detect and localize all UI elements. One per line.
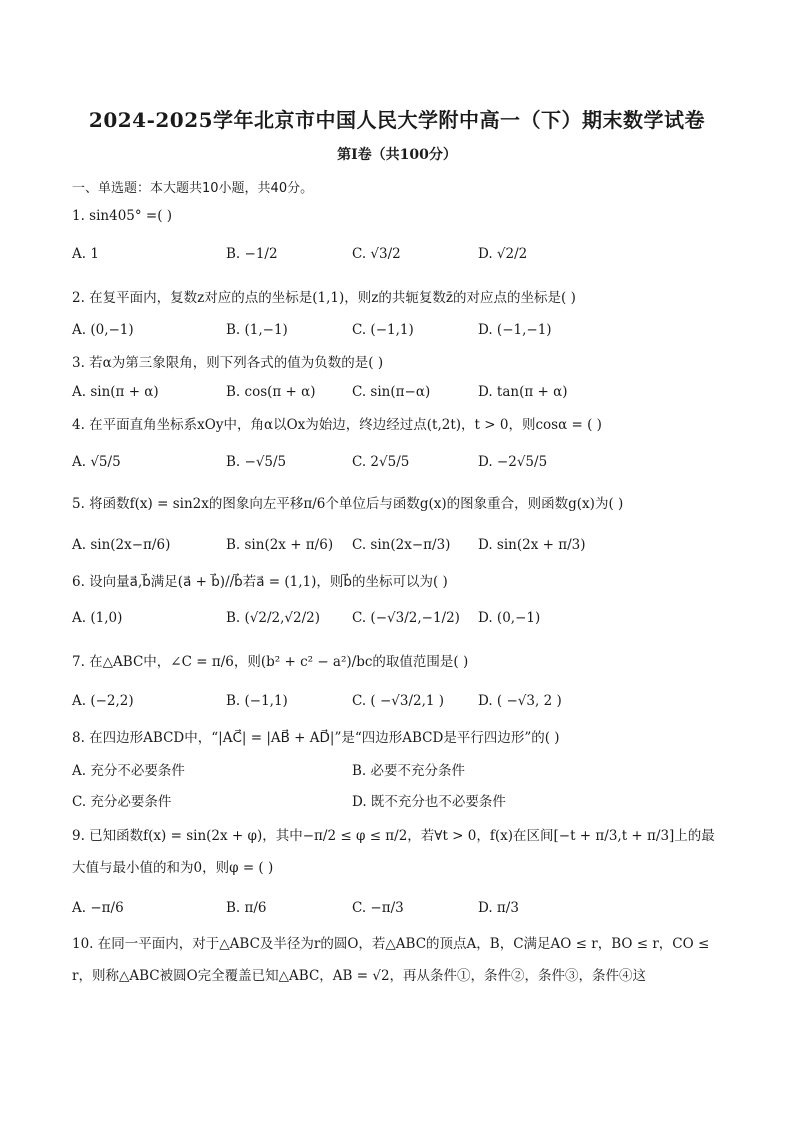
question-10-stem: 10. 在同一平面内，对于△ABC及半径为r的圆O，若△ABC的顶点A，B，C满足AO ≤ r，BO ≤ r，CO ≤ r，则称△ABC被圆O完全覆盖已知△ABC，AB = √2，再从条件①，条件②，条件③，条件④这 — [72, 936, 710, 984]
question-5-option-a: A. sin(2x−π/6) — [72, 537, 171, 553]
question-2-stem: 2. 在复平面内，复数z对应的点的坐标是(1,1)，则z的共轭复数z̄的对应点的坐标是( ) — [72, 290, 576, 306]
question-5-option-d: D. sin(2x + π/3) — [478, 537, 586, 553]
question-6-option-b: B. (√2/2,√2/2) — [226, 610, 320, 626]
question-2-option-d: D. (−1,−1) — [478, 322, 552, 338]
question-7-option-b: B. (−1,1) — [226, 693, 288, 709]
question-3-option-b: B. cos(π + α) — [226, 384, 316, 400]
exam-subtitle: 第Ⅰ卷（共100分） — [337, 147, 457, 163]
question-3-option-c: C. sin(π−α) — [352, 384, 431, 400]
question-6-stem: 6. 设向量a⃗,b⃗满足(a⃗ + b⃗)//b⃗若a⃗ = (1,1)，则b⃗的坐标可以为( ) — [72, 574, 448, 590]
question-9-option-c: C. −π/3 — [352, 900, 404, 916]
exam-title: 2024-2025学年北京市中国人民大学附中高一（下）期末数学试卷 — [88, 108, 706, 132]
question-3-option-a: A. sin(π + α) — [72, 384, 159, 400]
question-4-option-d: D. −2√5/5 — [478, 454, 548, 470]
question-6-option-d: D. (0,−1) — [478, 610, 541, 626]
question-5-option-b: B. sin(2x + π/6) — [226, 537, 334, 553]
question-5-option-c: C. sin(2x−π/3) — [352, 537, 451, 553]
question-4-option-b: B. −√5/5 — [226, 454, 287, 470]
question-4-stem: 4. 在平面直角坐标系xOy中，角α以Ox为始边，终边经过点(t,2t)，t > 0，则cosα = ( ) — [72, 417, 602, 433]
question-8-option-b: B. 必要不充分条件 — [352, 763, 466, 779]
question-2-option-c: C. (−1,1) — [352, 322, 414, 338]
section-heading: 一、单选题：本大题共10小题，共40分。 — [72, 181, 314, 196]
question-9-option-a: A. −π/6 — [72, 900, 124, 916]
question-5-stem: 5. 将函数f(x) = sin2x的图象向左平移π/6个单位后与函数g(x)的图象重合，则函数g(x)为( ) — [72, 496, 624, 512]
question-7-option-a: A. (−2,2) — [72, 693, 134, 709]
question-4-option-c: C. 2√5/5 — [352, 454, 410, 470]
question-1-option-c: C. √3/2 — [352, 246, 401, 262]
question-1-option-a: A. 1 — [72, 246, 99, 262]
question-6-option-c: C. (−√3/2,−1/2) — [352, 610, 460, 626]
question-8-stem: 8. 在四边形ABCD中，“|AC⃗| = |AB⃗ + AD⃗|”是“四边形ABCD是平行四边形”的( ) — [72, 730, 560, 746]
question-6-option-a: A. (1,0) — [72, 610, 123, 626]
question-7-option-d: D. ( −√3, 2 ) — [478, 693, 562, 709]
question-8-option-c: C. 充分必要条件 — [72, 794, 172, 810]
question-2-option-a: A. (0,−1) — [72, 322, 134, 338]
question-2-option-b: B. (1,−1) — [226, 322, 288, 338]
question-4-option-a: A. √5/5 — [72, 454, 121, 470]
question-7-option-c: C. ( −√3/2,1 ) — [352, 693, 445, 709]
question-8-option-d: D. 既不充分也不必要条件 — [352, 794, 506, 810]
question-9-stem: 9. 已知函数f(x) = sin(2x + φ)，其中−π/2 ≤ φ ≤ π/2，若∀t > 0，f(x)在区间[−t + π/3,t + π/3]上的最大值与最小值的和为0，则φ = ( ) — [72, 828, 715, 876]
question-1-option-b: B. −1/2 — [226, 246, 278, 262]
question-3-stem: 3. 若α为第三象限角，则下列各式的值为负数的是( ) — [72, 355, 384, 371]
question-1-stem: 1. sin405° =( ) — [72, 208, 173, 224]
question-8-option-a: A. 充分不必要条件 — [72, 763, 185, 779]
question-9-option-b: B. π/6 — [226, 900, 267, 916]
question-9-option-d: D. π/3 — [478, 900, 519, 916]
question-3-option-d: D. tan(π + α) — [478, 384, 568, 400]
question-1-option-d: D. √2/2 — [478, 246, 528, 262]
question-7-stem: 7. 在△ABC中，∠C = π/6，则(b² + c² − a²)/bc的取值范围是( ) — [72, 654, 469, 670]
